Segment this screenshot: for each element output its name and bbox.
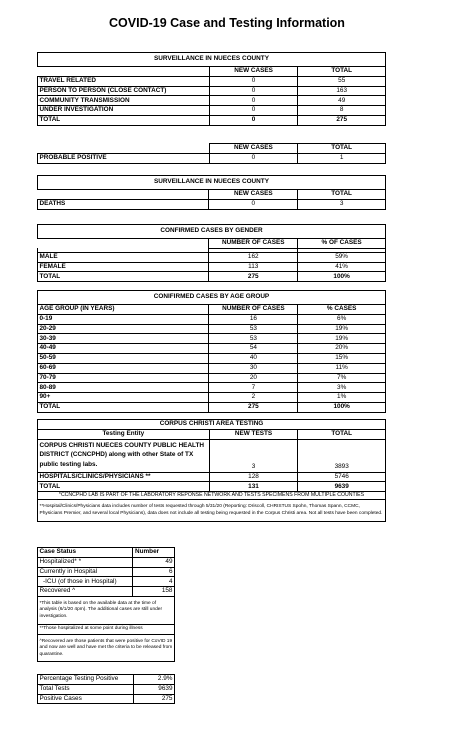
table-row-total: TOTAL 275 100%	[38, 272, 386, 282]
case-status-table: Case Status Number Hospitalized* * 49 Currently in Hospital 6 -ICU (of those in Hospital) 4 Recovered ^ 158 *This table is based on the available data at the time of analysis (6/1/20 4pm). The additional cases are still under investigation. **Those hospitalized at some point during illness ^Recovered are those patients that were positive for CoVID 19 and now are well and have met the criteria to be released from quarantine.	[37, 547, 175, 662]
page-title: COVID-19 Case and Testing Information	[109, 16, 345, 30]
table-row: Total Tests 9639	[38, 684, 175, 694]
deaths-table: SURVEILLANCE IN NUECES COUNTY NEW CASES TOTAL DEATHS 0 3	[37, 175, 386, 210]
table-row: FEMALE 113 41%	[38, 262, 386, 272]
table-row: PROBABLE POSITIVE 0 1	[38, 153, 386, 163]
table-row: 30-39 53 19%	[38, 334, 386, 344]
table-row: Currently in Hospital 6	[38, 567, 175, 577]
testing-note-lab: *CCNCPHD LAB IS PART OF THE LABORATORY REPONSE NETWORK AND TESTS SPECIMENS FROM MULTIPLE COUNTIES	[38, 492, 386, 500]
table-row-total: TOTAL 131 9639	[38, 482, 386, 492]
table-row-total: TOTAL 275 100%	[38, 402, 386, 412]
col-new-cases: NEW CASES	[209, 67, 298, 77]
table-row: 50-59 40 15%	[38, 353, 386, 363]
table-row: Hospitalized* * 49	[38, 557, 175, 567]
table-row: -ICU (of those in Hospital) 4	[38, 577, 175, 587]
table-row: 90+ 2 1%	[38, 393, 386, 403]
table-row: 40-49 54 20%	[38, 344, 386, 354]
age-header: CONIFIRMED CASES BY AGE GROUP	[38, 291, 386, 305]
table-row: CORPUS CHRISTI NUECES COUNTY PUBLIC HEALTH DISTRICT (CCNCPHD) along with other State of TX public testing labs. 3 3893	[38, 439, 386, 472]
gender-header: CONFIRMED CASES BY GENDER	[38, 225, 386, 239]
deaths-header: SURVEILLANCE IN NUECES COUNTY	[38, 176, 386, 190]
table-row: 0-19 16 6%	[38, 314, 386, 324]
table-row: 20-29 53 19%	[38, 324, 386, 334]
testing-note-hospital: **Hospital/Clinics/Physicians data includes number of tests requested through 5/31/20 (Reporting: Driscoll, CHRISTUS Spohn, Thomas Spann, CCMC, Physicians Premier, and several local Physicians), data does not include all testing being requested in the Corpus Christi area. Not all tests have been completed.	[38, 500, 386, 522]
status-note-hospitalized: **Those hospitalized at some point during illness	[38, 624, 175, 634]
table-row: PERSON TO PERSON (CLOSE CONTACT) 0 163	[38, 86, 386, 96]
table-row: Positive Cases 275	[38, 694, 175, 704]
table-row: MALE 162 59%	[38, 252, 386, 262]
table-row: TRAVEL RELATED 0 55	[38, 76, 386, 86]
table-row: Percentage Testing Positive 2.9%	[38, 675, 175, 685]
surveillance-header: SURVEILLANCE IN NUECES COUNTY	[38, 53, 386, 67]
table-row: UNDER INVESTIGATION 0 8	[38, 106, 386, 116]
table-row: Recovered ^ 158	[38, 587, 175, 597]
table-row: HOSPITALS/CLINICS/PHYSICIANS ** 128 5746	[38, 472, 386, 482]
table-row: COMMUNITY TRANSMISSION 0 49	[38, 96, 386, 106]
table-row: 70-79 20 7%	[38, 373, 386, 383]
table-row: 60-69 30 11%	[38, 363, 386, 373]
testing-table: CORPUS CHRISTI AREA TESTING Testing Entity NEW TESTS TOTAL CORPUS CHRISTI NUECES COUNTY PUBLIC HEALTH DISTRICT (CCNCPHD) along with other State of TX public testing labs. 3 3893 HOSPITALS/CLINICS/PHYSICIANS ** 128 5746 TOTAL 131 9639 *CCNCPHD LAB IS PART OF THE LABORATORY REPONSE NETWORK AND TESTS SPECIMENS FROM MULTIPLE COUNTIES **Hospital/Clinics/Physicians data includes number of tests requested through 5/31/20 (Reporting: Driscoll, CHRISTUS Spohn, Thomas Spann, CCMC, Physicians Premier, and several local Physicians), data does not include all testing being requested in the Corpus Christi area. Not all tests have been completed.	[37, 419, 386, 522]
table-row-total: TOTAL 0 275	[38, 115, 386, 125]
table-row: 80-89 7 3%	[38, 383, 386, 393]
age-table: CONIFIRMED CASES BY AGE GROUP AGE GROUP (IN YEARS) NUMBER OF CASES % CASES 0-19 16 6% 20-29 53 19% 30-39 53 19% 40-49 54 20% 50-59 40 15% 60-69 30 11% 70-79 20 7% 80-89 7 3% 90+ 2 1% TOTAL 275 100%	[37, 290, 386, 413]
status-note-analysis: *This table is based on the available data at the time of analysis (6/1/20 4pm). The additional cases are still under investigation.	[38, 596, 175, 624]
surveillance-table	[37, 52, 386, 126]
probable-table: NEW CASES TOTAL PROBABLE POSITIVE 0 1	[37, 143, 386, 164]
summary-table	[37, 674, 175, 704]
status-note-recovered: ^Recovered are those patients that were positive for CoVID 19 and now are well and have met the criteria to be released from quarantine.	[38, 635, 175, 662]
table-row: DEATHS 0 3	[38, 199, 386, 209]
col-total: TOTAL	[298, 67, 386, 77]
testing-header: CORPUS CHRISTI AREA TESTING	[38, 420, 386, 430]
gender-table: CONFIRMED CASES BY GENDER NUMBER OF CASES % OF CASES MALE 162 59% FEMALE 113 41% TOTAL 275 100%	[37, 224, 386, 282]
